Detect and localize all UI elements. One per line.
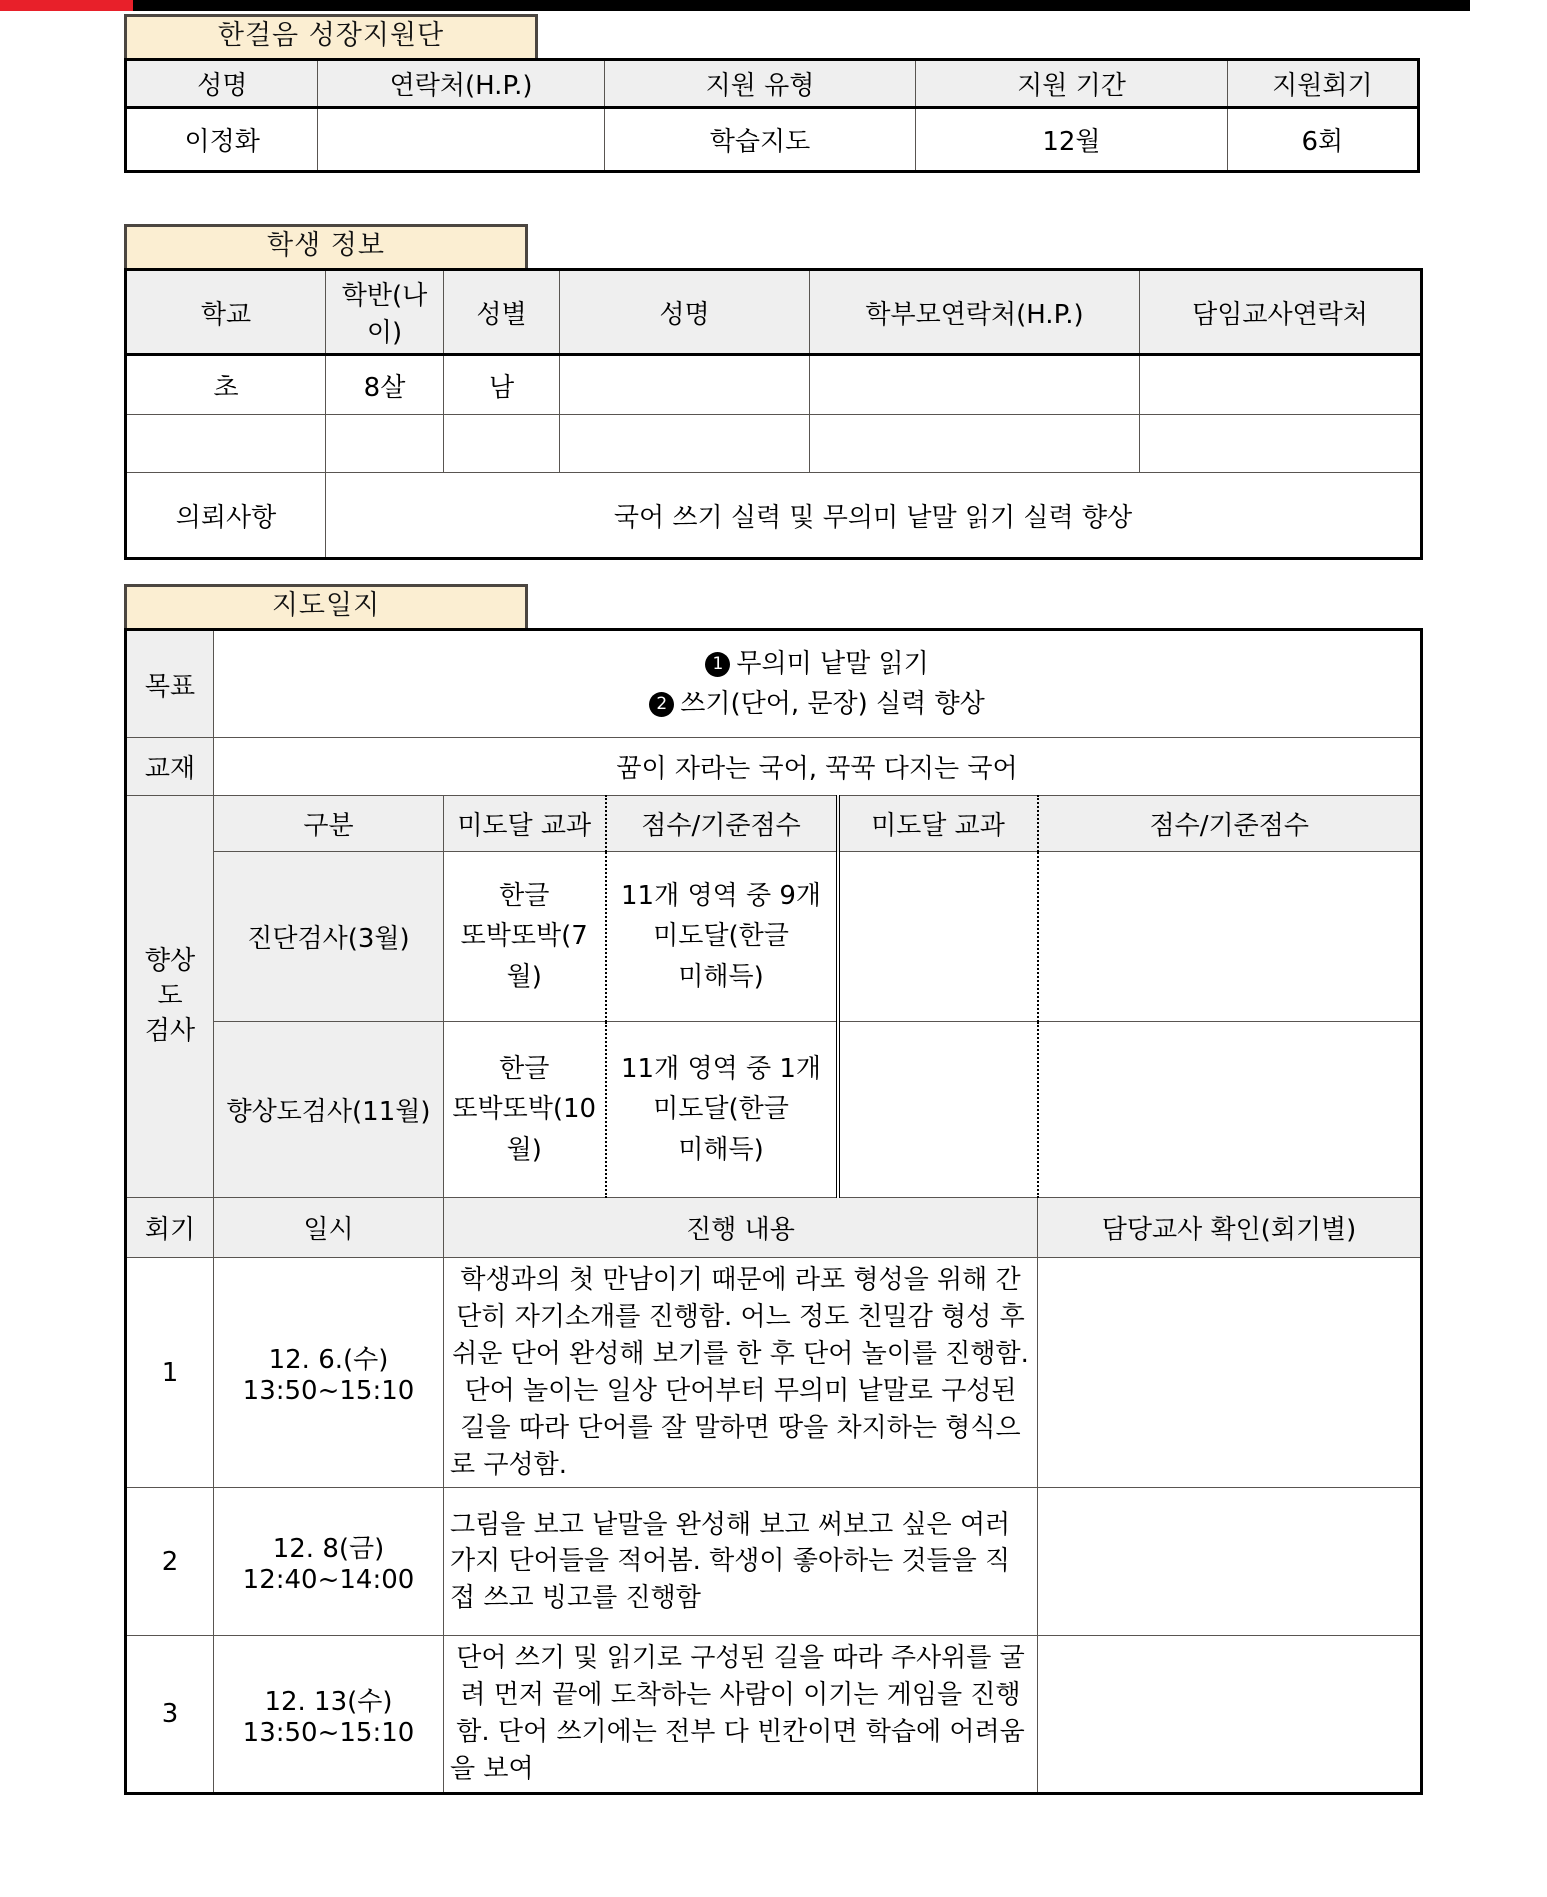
session-header-content: 진행 내용 [444,1198,1038,1258]
student-header-school: 학교 [126,270,326,355]
session-datetime-3 [214,1636,444,1794]
goal-item-1 [220,644,1414,684]
progress-test-name-2: 향상도검사(11월) [214,1022,444,1198]
table-header-row [126,60,1419,108]
progress-label-line-2: 검사 [144,1016,196,1047]
session-number-2: 2 [126,1488,214,1636]
student-header-class-age: 학반(나이) [326,270,444,355]
session-confirm-2 [1038,1488,1422,1636]
progress-subject-2-line-1: 한글 [499,1054,550,1085]
material-row [126,738,1422,796]
progress-row-diagnostic [126,852,1422,1022]
student-header-name: 성명 [560,270,810,355]
session-content-1: 학생과의 첫 만남이기 때문에 라포 형성을 위해 간단히 자기소개를 진행함. 어느 정도 친밀감 형성 후 쉬운 단어 완성해 보기를 한 후 단어 놀이를 진행함. 단어 놀이는 일상 단어부터 무의미 낱말로 구성된 길을 따라 단어를 잘 말하면 땅을 차지하는 형식으로 구성함. [444,1258,1038,1488]
session-date-3: 12. 13(수) [264,1686,393,1717]
progress-header-subject-1: 미도달 교과 [444,796,606,852]
session-datetime-1 [214,1258,444,1488]
student-value-class-age-2 [326,415,444,473]
session-content-2: 그림을 보고 낱말을 완성해 보고 써보고 싶은 여러 가지 단어들을 적어봄. 학생이 좋아하는 것들을 직접 쓰고 빙고를 진행함 [444,1488,1038,1636]
request-value: 국어 쓰기 실력 및 무의미 낱말 읽기 실력 향상 [326,473,1422,559]
goal-label: 목표 [126,630,214,738]
table-row [126,355,1422,415]
progress-header-division: 구분 [214,796,444,852]
table-row [126,473,1422,559]
student-header-teacher-phone: 담임교사연락처 [1140,270,1422,355]
progress-subject-1-line-2: 또박또박(7월) [460,921,588,992]
session-date-1: 12. 6.(수) [268,1345,389,1376]
progress-score-1-line-2: 미도달(한글 [653,921,789,952]
student-header-gender: 성별 [444,270,560,355]
guidance-log-table [124,628,1423,1795]
student-value-name [560,355,810,415]
org-value-support-type: 학습지도 [604,108,916,172]
org-header-sessions: 지원회기 [1227,60,1418,108]
session-row [126,1488,1422,1636]
top-bar-red-segment [0,0,133,11]
org-header-support-type: 지원 유형 [604,60,916,108]
student-value-parent-phone [810,355,1140,415]
student-value-school-2 [126,415,326,473]
progress-score-2-empty [1038,852,1422,1022]
table-header-row [126,270,1422,355]
org-value-sessions: 6회 [1227,108,1418,172]
student-value-school: 초 [126,355,326,415]
material-value: 꿈이 자라는 국어, 꾹꾹 다지는 국어 [214,738,1422,796]
top-bar-black-segment [133,0,1470,11]
progress-label-line-1: 향상도 [144,945,196,1011]
goal-list [214,630,1422,738]
student-value-name-2 [560,415,810,473]
goal-number-2-icon: 2 [649,692,674,717]
progress-subject-2-line-2: 또박또박(10 [452,1094,597,1125]
request-label: 의뢰사항 [126,473,326,559]
student-value-gender: 남 [444,355,560,415]
session-confirm-3 [1038,1636,1422,1794]
session-number-1: 1 [126,1258,214,1488]
session-header-confirm: 담당교사 확인(회기별) [1038,1198,1422,1258]
student-header-parent-phone: 학부모연락처(H.P.) [810,270,1140,355]
progress-subject-2b-empty [838,1022,1038,1198]
progress-test-name-1: 진단검사(3월) [214,852,444,1022]
org-value-name: 이정화 [126,108,318,172]
session-time-3: 13:50~15:10 [242,1717,415,1748]
progress-subject-2-empty [838,852,1038,1022]
progress-score-2-line-3: 미해득) [678,1134,764,1165]
student-info-caption: 학생 정보 [124,224,528,268]
progress-subject-2 [444,1022,606,1198]
session-confirm-1 [1038,1258,1422,1488]
student-value-parent-phone-2 [810,415,1140,473]
student-value-gender-2 [444,415,560,473]
session-time-2: 12:40~14:00 [242,1565,415,1596]
goal-number-1-icon: 1 [705,652,730,677]
student-info-table [124,268,1423,560]
top-color-bar [0,0,1470,11]
session-content-3: 단어 쓰기 및 읽기로 구성된 길을 따라 주사위를 굴려 먼저 끝에 도착하는 사람이 이기는 게임을 진행함. 단어 쓰기에는 전부 다 빈칸이면 학습에 어려움을 보여 [444,1636,1038,1794]
session-date-2: 12. 8(금) [272,1534,385,1565]
progress-header-subject-2: 미도달 교과 [838,796,1038,852]
guidance-log-caption: 지도일지 [124,584,528,628]
session-time-1: 13:50~15:10 [242,1376,415,1407]
session-header-row [126,1198,1422,1258]
progress-row-improvement [126,1022,1422,1198]
progress-subject-1-line-1: 한글 [499,881,550,912]
table-row [126,108,1419,172]
student-value-teacher-phone-2 [1140,415,1422,473]
progress-header-score-2: 점수/기준점수 [1038,796,1422,852]
progress-header-row [126,796,1422,852]
org-header-phone: 연락처(H.P.) [318,60,604,108]
progress-score-1-line-1: 11개 영역 중 9개 [620,881,821,912]
student-value-teacher-phone [1140,355,1422,415]
session-datetime-2 [214,1488,444,1636]
session-number-3: 3 [126,1636,214,1794]
progress-label [126,796,214,1198]
organization-table [124,58,1420,173]
progress-score-2b-empty [1038,1022,1422,1198]
goal-text-2: 쓰기(단어, 문장) 실력 향상 [680,689,985,719]
progress-subject-2-line-3: 월) [506,1134,542,1165]
progress-score-1-line-3: 미해득) [678,961,764,992]
session-header-number: 회기 [126,1198,214,1258]
session-row [126,1258,1422,1488]
material-label: 교재 [126,738,214,796]
goal-text-1: 무의미 낱말 읽기 [736,648,929,679]
org-header-name: 성명 [126,60,318,108]
goal-item-2 [220,684,1414,724]
org-value-support-period: 12월 [916,108,1228,172]
table-row [126,415,1422,473]
progress-score-2-line-2: 미도달(한글 [653,1094,789,1125]
org-value-phone [318,108,604,172]
goal-row [126,630,1422,738]
progress-header-score-1: 점수/기준점수 [606,796,838,852]
session-row [126,1636,1422,1794]
progress-subject-1 [444,852,606,1022]
progress-score-1 [606,852,838,1022]
student-value-class-age: 8살 [326,355,444,415]
student-info-section [124,224,1423,560]
progress-score-2-line-1: 11개 영역 중 1개 [620,1054,821,1085]
session-header-datetime: 일시 [214,1198,444,1258]
guidance-log-section [124,584,1423,1795]
organization-caption: 한걸음 성장지원단 [124,14,538,58]
progress-score-2 [606,1022,838,1198]
org-header-support-period: 지원 기간 [916,60,1228,108]
organization-section [124,14,1420,173]
